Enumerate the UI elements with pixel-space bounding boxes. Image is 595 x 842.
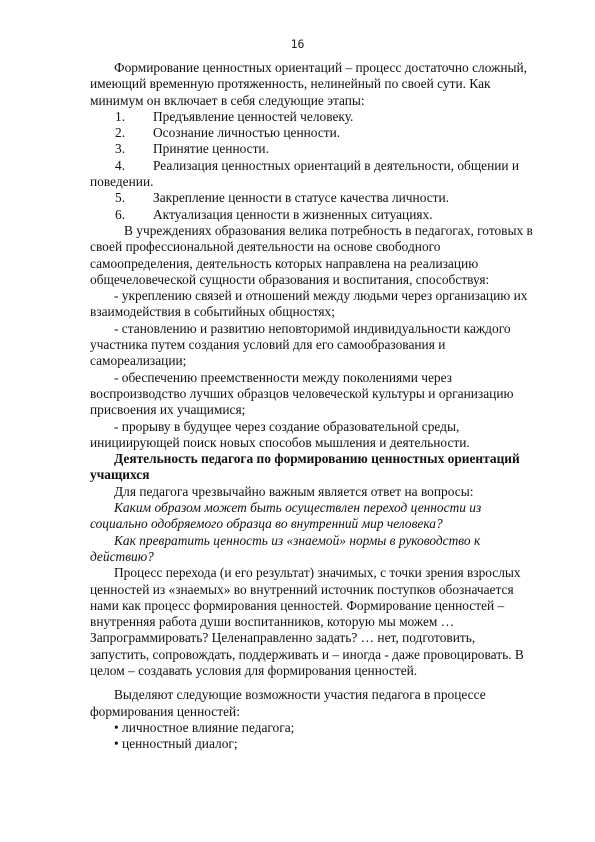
stage-item-6 (90, 207, 533, 223)
stage-number: 5. (115, 190, 126, 206)
stage-item-1 (90, 109, 533, 125)
stage-text: Осознание личностью ценности. (153, 125, 341, 141)
contribution-item-4: - прорыву в будущее через создание образовательной среды, инициирующей поиск новых способов мышления и деятельности. (90, 418, 470, 450)
stage-number: 2. (115, 125, 126, 141)
contribution-item-2: - становлению и развитию неповторимой индивидуальности каждого участника путем создания условий для его самообразования и самореализации; (90, 320, 511, 369)
stage-number: 3. (115, 141, 126, 157)
stage-item-2 (90, 125, 533, 141)
option-item-1: • личностное влияние педагога; (114, 719, 295, 735)
stage-item-5 (90, 190, 533, 206)
stage-text: Принятие ценности. (153, 141, 269, 157)
need-paragraph: В учреждениях образования велика потребность в педагогах, готовых в своей профессиональной деятельности на основе свободного самоопределения, деятельность которых направлена на реализацию общечеловеческой сущности образования и воспитания, способствуя: (90, 222, 533, 287)
stage-item-3 (90, 141, 533, 157)
contribution-item-1: - укреплению связей и отношений между людьми через организацию их взаимодействия в событийных общностях; (90, 288, 528, 320)
stage-number: 4. (115, 157, 126, 173)
contribution-item-3: - обеспечению преемственности между поколениями через воспроизводство лучших образцов человеческой культуры и организацию присвоения их учащимися; (90, 369, 514, 418)
options-intro: Выделяют следующие возможности участия педагога в процессе формирования ценностей: (90, 687, 486, 719)
stage-text: Реализация ценностных ориентаций в деятельности, общении и поведении. (90, 157, 520, 190)
page-number: 16 (290, 37, 305, 51)
question-2: Как превратить ценность из «знаемой» нормы в руководство к действию? (90, 532, 481, 564)
transition-paragraph: Процесс перехода (и его результат) значимых, с точки зрения взрослых ценностей из «знаемых» во внутренний источник поступков обозначается нами как процесс формирования ценностей. Формирование ценностей – внутренняя работа души воспитанников, которую мы можем … Запрограммировать? Целенаправленно задать? … нет, подготовить, запустить, сопровождать, поддерживать и – иногда - даже провоцировать. В целом – создавать условия для формирования ценностей. (90, 565, 524, 678)
stage-text: Актуализация ценности в жизненных ситуациях. (153, 206, 433, 222)
question-intro: Для педагога чрезвычайно важным является ответ на вопросы: (114, 483, 474, 499)
document-body (90, 60, 533, 752)
stages-list (90, 109, 533, 223)
stage-text: Закрепление ценности в статусе качества личности. (153, 190, 450, 206)
stage-number: 1. (115, 108, 126, 124)
option-item-2: • ценностный диалог; (114, 736, 238, 752)
stage-text: Предъявление ценностей человеку. (153, 108, 354, 124)
stage-number: 6. (115, 206, 126, 222)
stage-item-4 (90, 158, 533, 191)
question-1: Каким образом может быть осуществлен переход ценности из социально одобряемого образца во внутренний мир человека? (90, 500, 482, 532)
paragraph-gap (90, 679, 533, 687)
section-heading: Деятельность педагога по формированию ценностных ориентаций учащихся (90, 451, 520, 483)
intro-paragraph: Формирование ценностных ориентаций – процесс достаточно сложный, имеющий временную протяженность, нелинейный по своей сути. Как минимум он включает в себя следующие этапы: (90, 60, 528, 108)
